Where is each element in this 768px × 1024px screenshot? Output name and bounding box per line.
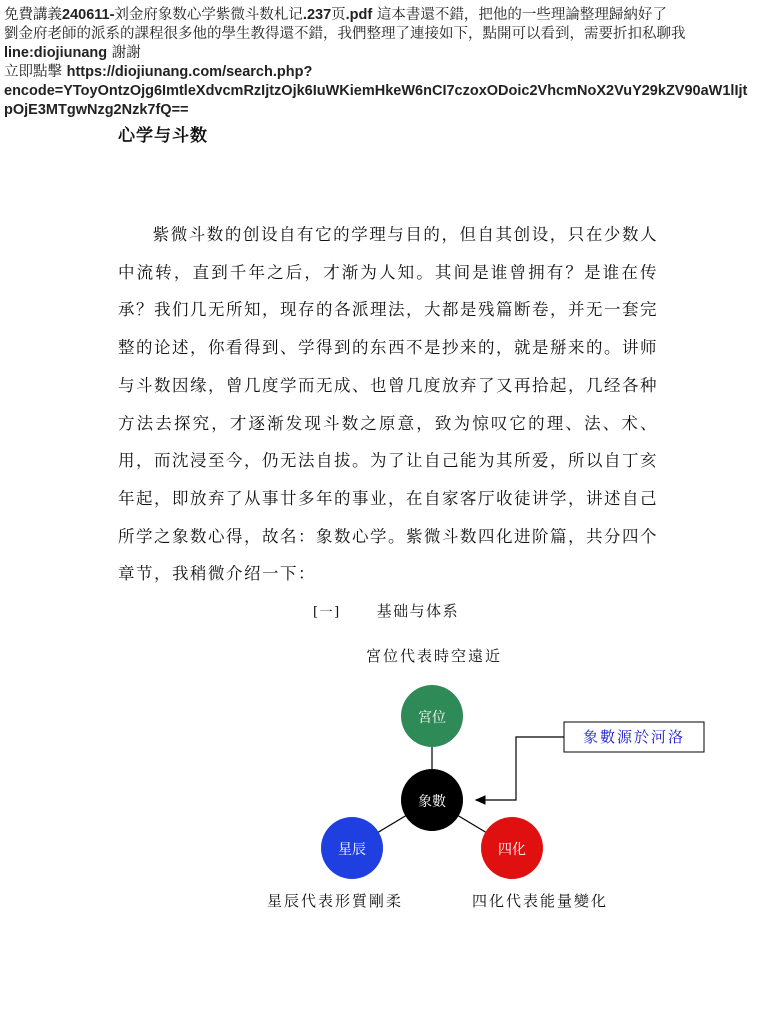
notice-extension: .pdf bbox=[345, 7, 373, 23]
circle-sihua-label: 四化 bbox=[498, 842, 526, 858]
caption-sihua: 四化代表能量變化 bbox=[472, 892, 609, 910]
notice-line-2: 劉金府老師的派系的課程很多他的學生教得還不錯，我們整理了連接如下，點開可以看到，需要折扣私聊我 bbox=[4, 26, 686, 42]
download-link-query-end[interactable]: pOjE3MTgwNzg2Nzk7fQ== bbox=[4, 102, 189, 118]
circle-palace-label: 宮位 bbox=[418, 710, 446, 726]
section-title: 基础与体系 bbox=[376, 602, 460, 620]
click-prompt: 立即點擊 bbox=[4, 64, 67, 80]
circle-xiangshu-label: 象數 bbox=[418, 794, 446, 810]
callout-arrow bbox=[476, 737, 564, 800]
notice-page-unit: 页 bbox=[331, 7, 346, 23]
notice-page-count: .237 bbox=[302, 7, 332, 23]
paragraph-text: 紫微斗数的创设自有它的学理与目的，但自其创设，只在少数人中流转，直到千年之后，才渐为人知。其间是谁曾拥有？是谁在传承？我们几无所知，现存的各派理法，大都是残篇断卷，并无一套完整的论述，你看得到、学得到的东西不是抄来的，就是掰来的。讲师与斗数因缘，曾几度学而无成、也曾几度放弃了又再拾起，几经各种方法去探究，才逐渐发现斗数之原意，致为惊叹它的理、法、术、用，而沈浸至今，仍无法自拔。为了让自己能为其所爱，所以自丁亥年起，即放弃了从事廿多年的事业，在自家客厅收徒讲学，讲述自己所学之象数心得，故名：象数心学。紫微斗数四化进阶篇，共分四个章节，我稍微介绍一下： bbox=[118, 225, 658, 584]
thanks-text: 謝謝 bbox=[107, 45, 141, 61]
callout-text: 象數源於河洛 bbox=[582, 728, 686, 746]
line-id: line:diojiunang bbox=[4, 45, 108, 61]
notice-filename: 刘金府象数心学紫微斗数札记 bbox=[114, 7, 303, 23]
caption-stars: 星辰代表形質剛柔 bbox=[267, 892, 404, 910]
section-number: [一] bbox=[313, 605, 341, 620]
page-title: 心学与斗数 bbox=[118, 126, 208, 146]
circle-stars-label: 星辰 bbox=[338, 842, 366, 858]
notice-prefix: 免費講義 bbox=[4, 7, 62, 23]
download-link[interactable]: https://diojiunang.com/search.php? bbox=[66, 64, 313, 80]
notice-id: 240611- bbox=[62, 7, 115, 23]
notice-comment: 這本書還不錯，把他的一些理論整理歸納好了 bbox=[372, 7, 667, 23]
download-link-query[interactable]: encode=YToyOntzOjg6ImtleXdvcmRzIjtzOjk6IuWKiemHkeW6nCI7czoxODoic2VhcmNoX2VuY29kZV90aW1lIjt bbox=[4, 83, 748, 99]
diagram-title: 宮位代表時空遠近 bbox=[366, 647, 503, 665]
